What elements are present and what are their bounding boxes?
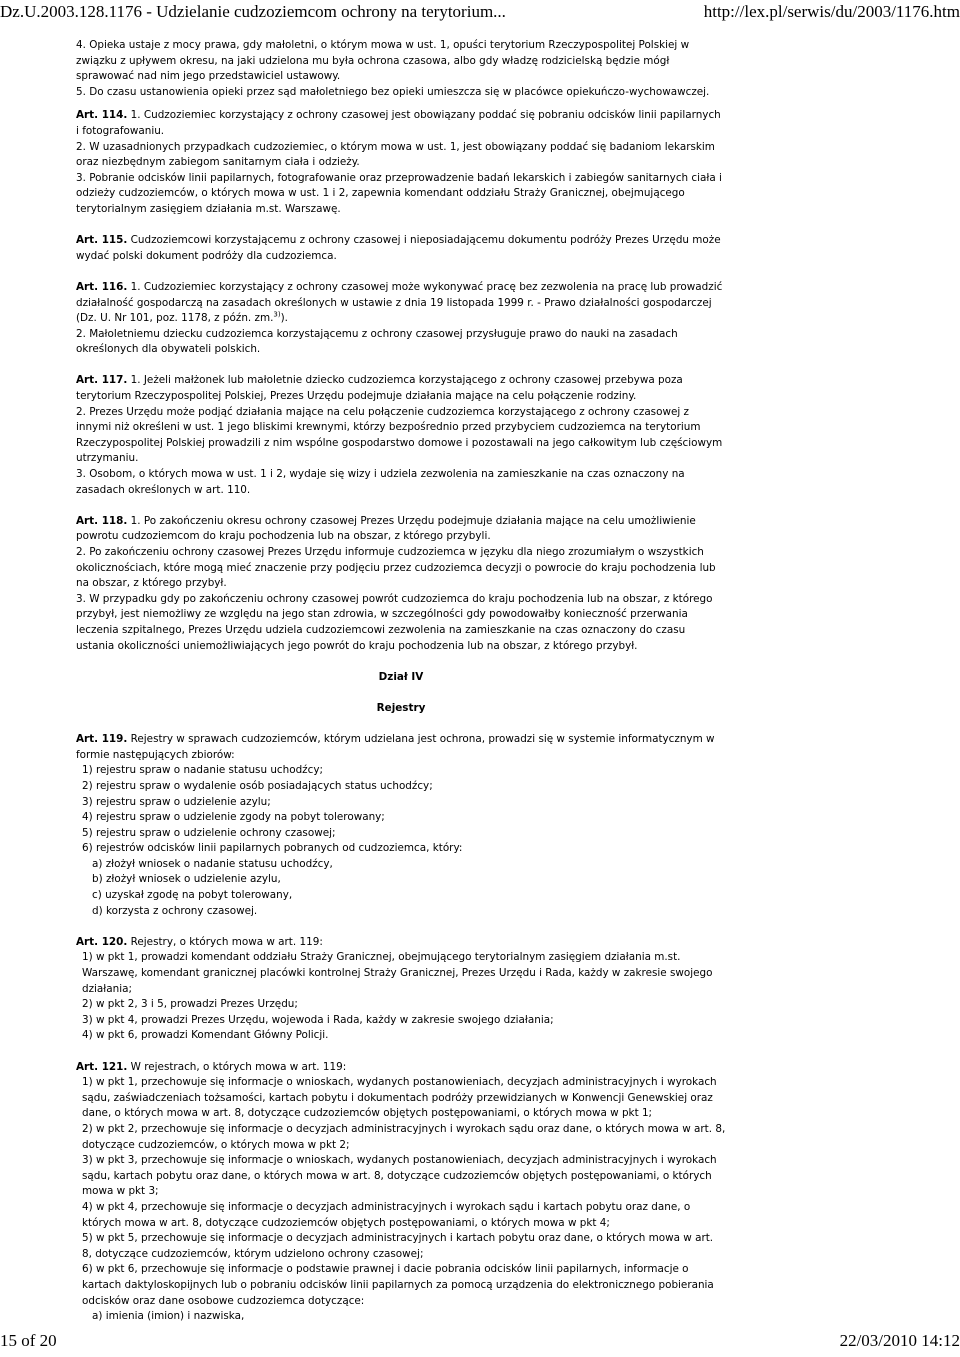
print-timestamp: 22/03/2010 14:12 xyxy=(839,1331,960,1350)
article-label: Art. 114. xyxy=(76,109,128,122)
sub-list-item: c) uzyskał zgodę na pobyt tolerowany, xyxy=(92,889,293,902)
article-label: Art. 119. xyxy=(76,733,128,746)
sub-list-item: a) imienia (imion) i nazwiska, xyxy=(92,1310,245,1323)
list-item: 1) w pkt 1, przechowuje się informacje o wnioskach, wydanych postanowieniach, decyzjach administracyjnych i wyrokach sądu, zaświadczeniach tożsamości, kartach pobytu i dokumentach podróży przewidzianych w Konwencji Genewskiej oraz dane, o których mowa w art. 8, dotyczące cudzoziemców objętych postępowaniami, o których mowa w pkt 1; xyxy=(82,1076,717,1120)
article-label: Art. 116. xyxy=(76,280,128,293)
paragraph: 2. Małoletniemu dziecku cudzoziemca korzystającemu z ochrony czasowej przysługuje prawo do nauki na zasadach określonych dla obywateli polskich. xyxy=(76,327,678,356)
paragraph: 1. Cudzoziemiec korzystający z ochrony czasowej może wykonywać pracę bez zezwolenia na pracę lub prowadzić działalność gospodarczą na zasadach określonych w ustawie z dnia 19 listopada 1999 r. - Prawo działalności gospodarczej (Dz. U. Nr 101, poz. 1178, z późn. zm. xyxy=(76,280,723,325)
paragraph: 5. Do czasu ustanowienia opieki przez sąd małoletniego bez opieki umieszcza się w placówce opiekuńczo-wychowawczej. xyxy=(76,85,710,98)
paragraph: 1. Cudzoziemiec korzystający z ochrony czasowej jest obowiązany poddać się pobraniu odcisków linii papilarnych i fotografowaniu. xyxy=(76,109,721,137)
footnote-ref: 3) xyxy=(273,310,281,319)
paragraph: 2. Prezes Urzędu może podjąć działania mające na celu połączenie cudzoziemca korzystającego z ochrony czasowej z innymi niż określeni w ust. 1 jego bliskimi krewnymi, którzy bezpośrednio przed przybyciem cudzoziemca na terytorium Rzeczypospolitej Polskiej prowadzili z nim wspólne gospodarstwo domowe i pozostawali na jego całkowitym lub częściowym utrzymaniu. xyxy=(76,405,723,465)
list-item: 3) w pkt 3, przechowuje się informacje o wnioskach, wydanych postanowieniach, decyzjach administracyjnych i wyrokach sądu, kartach pobytu oraz dane, o których mowa w art. 8, dotyczące cudzoziemców objętych postępowaniami, o których mowa w pkt 3; xyxy=(82,1154,717,1198)
paragraph: 3. Osobom, o których mowa w ust. 1 i 2, wydaje się wizy i udziela zezwolenia na zamieszkanie na czas oznaczony na zasadach określonych w art. 110. xyxy=(76,468,685,496)
list-item: 4) rejestru spraw o udzielenie zgody na pobyt tolerowany; xyxy=(82,811,385,824)
paragraph: 3. Pobranie odcisków linii papilarnych, fotografowanie oraz przeprowadzenie badań lekarskich i zabiegów sanitarnych ciała i odzieży cudzoziemców, o których mowa w ust. 1 i 2, zapewnia komendant oddziału Straży Granicznej, obejmującego terytorialnym zasięgiem działania m.st. Warszawę. xyxy=(76,171,722,215)
list-item: 5) w pkt 5, przechowuje się informacje o decyzjach administracyjnych i kartach pobytu oraz dane, o których mowa w art. 8, dotyczące cudzoziemców, którym udzielono ochrony czasowej; xyxy=(82,1232,714,1260)
article-115 xyxy=(76,233,726,264)
paragraph: Rejestry w sprawach cudzoziemców, którym udzielana jest ochrona, prowadzi się w systemie informatycznym w formie następujących zbiorów: xyxy=(76,733,715,761)
list-item: 3) rejestru spraw o udzielenie azylu; xyxy=(82,795,271,808)
paragraph: W rejestrach, o których mowa w art. 119: xyxy=(127,1060,347,1073)
paragraph: 4. Opieka ustaje z mocy prawa, gdy małoletni, o którym mowa w ust. 1, opuści terytorium Rzeczypospolitej Polskiej w związku z upływem okresu, na jaki udzielona mu była ochrona czasowa, albo gdy władzę rodzicielską będzie mógł sprawować nad nim jego przedstawiciel ustawowy. xyxy=(76,39,690,83)
header-url: http://lex.pl/serwis/du/2003/1176.htm xyxy=(703,2,960,21)
paragraph-end: ). xyxy=(280,312,288,325)
sub-list-item: d) korzysta z ochrony czasowej. xyxy=(92,904,258,917)
list-item: 6) rejestrów odcisków linii papilarnych pobranych od cudzoziemca, który: xyxy=(82,842,463,855)
article-117 xyxy=(76,373,726,404)
list-item: 1) rejestru spraw o nadanie statusu uchodźcy; xyxy=(82,764,323,777)
list-item: 3) w pkt 4, prowadzi Prezes Urzędu, wojewoda i Rada, każdy w zakresie swojego działania; xyxy=(82,1013,554,1026)
article-114 xyxy=(76,108,726,139)
article-label: Art. 117. xyxy=(76,374,128,387)
section-title: Dział IV xyxy=(378,670,424,683)
paragraph: Rejestry, o których mowa w art. 119: xyxy=(127,935,323,948)
list-item: 2) w pkt 2, przechowuje się informacje o decyzjach administracyjnych i wyrokach sądu oraz dane, o których mowa w art. 8, dotyczące cudzoziemców, o których mowa w pkt 2; xyxy=(82,1122,726,1151)
article-120 xyxy=(76,935,726,951)
list-item: 6) w pkt 6, przechowuje się informacje o podstawie prawnej i dacie pobrania odcisków linii papilarnych, informacje o kartach daktyloskopijnych lub o pobraniu odcisków linii papilarnych za pomocą urządzenia do elektronicznego pobierania odcisków oraz dane osobowe cudzoziemca dotyczące: xyxy=(82,1263,714,1307)
paragraph: 1. Jeżeli małżonek lub małoletnie dziecko cudzoziemca korzystającego z ochrony czasowej przebywa poza terytorium Rzeczypospolitej Polskiej, Prezes Urzędu podejmuje działania mające na celu połączenie rodziny. xyxy=(76,374,683,403)
list-item: 2) w pkt 2, 3 i 5, prowadzi Prezes Urzędu; xyxy=(82,998,298,1011)
article-116 xyxy=(76,280,726,327)
header-title: Dz.U.2003.128.1176 - Udzielanie cudzoziemcom ochrony na terytorium... xyxy=(0,2,506,21)
paragraph: 2. Po zakończeniu ochrony czasowej Prezes Urzędu informuje cudzoziemca w języku dla niego zrozumiałym o wszystkich okolicznościach, które mogą mieć znaczenie przy podjęciu przez cudzoziemca decyzji o powrocie do kraju pochodzenia lub na obszar, z którego przybył. xyxy=(76,546,716,590)
sub-list-item: a) złożył wniosek o nadanie statusu uchodźcy, xyxy=(92,857,333,870)
article-118 xyxy=(76,514,726,545)
list-item: 1) w pkt 1, prowadzi komendant oddziału Straży Granicznej, obejmującego terytorialnym zasięgiem działania m.st. Warszawę, komendant granicznej placówki kontrolnej Straży Granicznej, Prezes Urzędu i Rada, każdy w zakresie swojego działania; xyxy=(82,951,713,995)
document-body xyxy=(76,38,726,1325)
article-label: Art. 120. xyxy=(76,935,128,948)
section-subtitle: Rejestry xyxy=(376,701,426,714)
list-item: 4) w pkt 4, przechowuje się informacje o decyzjach administracyjnych i wyrokach sądu i kartach pobytu oraz dane, o których mowa w art. 8, dotyczące cudzoziemców objętych postępowaniami, o których mowa w pkt 4; xyxy=(82,1200,691,1229)
article-label: Art. 115. xyxy=(76,234,128,247)
paragraph: 1. Po zakończeniu okresu ochrony czasowej Prezes Urzędu podejmuje działania mające na celu umożliwienie powrotu cudzoziemcom do kraju pochodzenia lub na obszar, z którego przybyli. xyxy=(76,514,696,543)
sub-list-item: b) złożył wniosek o udzielenie azylu, xyxy=(92,873,281,886)
list-item: 4) w pkt 6, prowadzi Komendant Główny Policji. xyxy=(82,1029,329,1042)
paragraph: 2. W uzasadnionych przypadkach cudzoziemiec, o którym mowa w ust. 1, jest obowiązany poddać się badaniom lekarskim oraz niezbędnym zabiegom sanitarnym ciała i odzieży. xyxy=(76,140,715,169)
article-label: Art. 118. xyxy=(76,514,128,527)
list-item: 5) rejestru spraw o udzielenie ochrony czasowej; xyxy=(82,826,336,839)
article-label: Art. 121. xyxy=(76,1060,128,1073)
article-121 xyxy=(76,1060,726,1076)
paragraph: Cudzoziemcowi korzystającemu z ochrony czasowej i nieposiadającemu dokumentu podróży Prezes Urzędu może wydać polski dokument podróży dla cudzoziemca. xyxy=(76,234,721,262)
list-item: 2) rejestru spraw o wydalenie osób posiadających status uchodźcy; xyxy=(82,779,433,792)
page-counter: 15 of 20 xyxy=(0,1331,57,1350)
paragraph: 3. W przypadku gdy po zakończeniu ochrony czasowej powrót cudzoziemca do kraju pochodzenia lub na obszar, z którego przybył, jest niemożliwy ze względu na jego stan zdrowia, w szczególności gdy powodowałby konieczność przerwania leczenia szpitalnego, Prezes Urzędu udziela cudzoziemcowi zezwolenia na zamieszkanie na czas oznaczony do czasu ustania okoliczności uniemożliwiających jego powrót do kraju pochodzenia lub na obszar, z którego przybył. xyxy=(76,592,713,652)
article-119 xyxy=(76,732,726,763)
